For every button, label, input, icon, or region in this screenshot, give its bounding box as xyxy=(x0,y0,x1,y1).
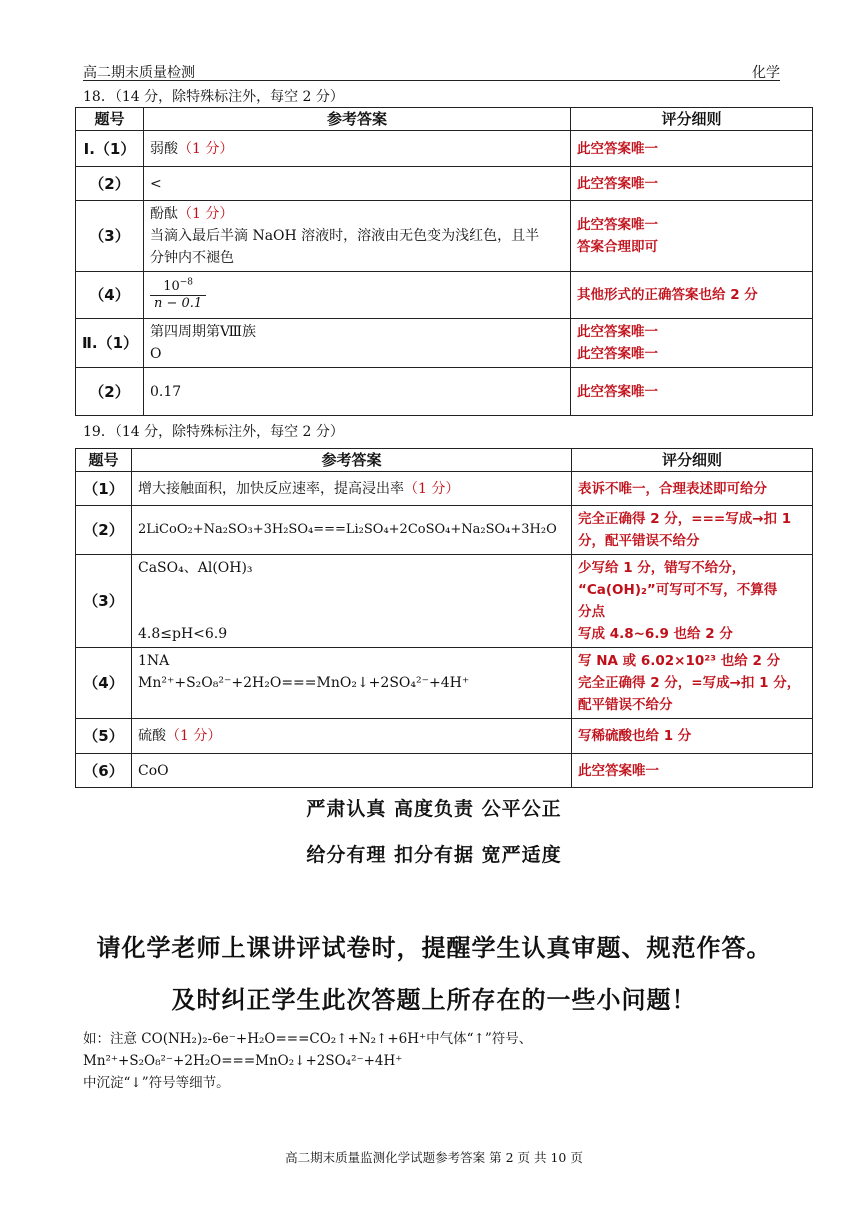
table-row xyxy=(76,131,813,167)
question-number: （2） xyxy=(76,506,132,555)
answer-cell: 增大接触面积，加快反应速率，提高浸出率（1 分） xyxy=(132,472,572,506)
answer-line: 当滴入最后半滴 NaOH 溶液时，溶液由无色变为浅红色，且半 xyxy=(150,228,540,244)
table-row xyxy=(76,555,813,648)
rule-cell: 少写给 1 分，错写不给分， “Ca(OH)₂”可写可不写，不算得 分点 写成 4.8~6.9 也给 2 分 xyxy=(572,555,813,648)
motto-line: 给分有理 扣分有据 宽严适度 xyxy=(306,844,562,866)
rule-cell: 此空答案唯一 xyxy=(571,368,813,416)
question-number: Ⅱ.（1） xyxy=(76,319,144,368)
reminder-heading: 请化学老师上课讲评试卷时，提醒学生认真审题、规范作答。 xyxy=(96,934,772,962)
table-row xyxy=(76,472,813,506)
header-subject: 化学 xyxy=(752,65,780,81)
answer-cell: < xyxy=(144,167,571,201)
answer-line: 分钟内不褪色 xyxy=(150,250,234,266)
col-header-answer: 参考答案 xyxy=(144,108,571,131)
points-note: （1 分） xyxy=(178,140,234,157)
points-note: （1 分） xyxy=(404,480,460,497)
question-number: （2） xyxy=(76,368,144,416)
fraction-answer: $\frac{10^{-8}}{n - 0.1}$ xyxy=(150,279,206,312)
rule-cell: 此空答案唯一 答案合理即可 xyxy=(571,201,813,272)
answer-cell xyxy=(144,201,571,272)
motto-line: 严肃认真 高度负责 公平公正 xyxy=(306,798,562,820)
col-header-rules: 评分细则 xyxy=(572,449,813,472)
question-number: （5） xyxy=(76,719,132,754)
table-row xyxy=(76,319,813,368)
answer-cell: 0.17 xyxy=(144,368,571,416)
page-footer: 高二期末质量监测化学试题参考答案 第 2 页 共 10 页 xyxy=(285,1150,583,1165)
table-row xyxy=(76,201,813,272)
rule-cell: 此空答案唯一 此空答案唯一 xyxy=(571,319,813,368)
answer-cell xyxy=(144,131,571,167)
table-row xyxy=(76,506,813,555)
answer-cell: 第四周期第Ⅷ族 O xyxy=(144,319,571,368)
rule-cell: 此空答案唯一 xyxy=(571,167,813,201)
answer-cell: 2LiCoO₂+Na₂SO₃+3H₂SO₄===Li₂SO₄+2CoSO₄+Na₂SO₄+3H₂O xyxy=(132,506,572,555)
table-row xyxy=(76,272,813,319)
col-header-number: 题号 xyxy=(76,108,144,131)
question-19-title: 19．（14 分，除特殊标注外，每空 2 分） xyxy=(83,424,344,440)
answer-cell: CaSO₄、Al(OH)₃ 4.8≤pH<6.9 xyxy=(132,555,572,648)
question-number: （3） xyxy=(76,201,144,272)
answer-line: 酚酞（1 分） xyxy=(150,206,234,222)
question-number: （1） xyxy=(76,472,132,506)
question-19-table xyxy=(75,448,813,788)
answer-cell: 硫酸（1 分） xyxy=(132,719,572,754)
header-left: 高二期末质量检测 xyxy=(83,65,195,81)
rule-cell: 写稀硫酸也给 1 分 xyxy=(572,719,813,754)
question-number: （4） xyxy=(76,272,144,319)
note-paragraph: 如：注意 CO(NH₂)₂-6e⁻+H₂O===CO₂↑+N₂↑+6H⁺中气体“↑”符号、Mn²⁺+S₂O₈²⁻+2H₂O===MnO₂↓+2SO₄²⁻+4H⁺ 中沉淀“↓”符号等细节。 xyxy=(83,1031,533,1091)
col-header-rules: 评分细则 xyxy=(571,108,813,131)
rule-cell: 表诉不唯一，合理表述即可给分 xyxy=(572,472,813,506)
answer-cell xyxy=(144,272,571,319)
table-header-row xyxy=(76,108,813,131)
question-number: （2） xyxy=(76,167,144,201)
reminder-heading: 及时纠正学生此次答题上所存在的一些小问题！ xyxy=(171,986,697,1014)
rule-cell: 此空答案唯一 xyxy=(571,131,813,167)
rule-cell: 完全正确得 2 分，===写成→扣 1 分，配平错误不给分 xyxy=(572,506,813,555)
answer-text: 弱酸 xyxy=(150,140,178,157)
question-18-table xyxy=(75,107,813,416)
col-header-number: 题号 xyxy=(76,449,132,472)
question-number: Ⅰ.（1） xyxy=(76,131,144,167)
question-number: （6） xyxy=(76,754,132,788)
table-header-row xyxy=(76,449,813,472)
col-header-answer: 参考答案 xyxy=(132,449,572,472)
answer-cell: 1NA Mn²⁺+S₂O₈²⁻+2H₂O===MnO₂↓+2SO₄²⁻+4H⁺ xyxy=(132,648,572,719)
question-number: （4） xyxy=(76,648,132,719)
question-18-title: 18．（14 分，除特殊标注外，每空 2 分） xyxy=(83,89,344,105)
rule-cell: 其他形式的正确答案也给 2 分 xyxy=(571,272,813,319)
rule-cell: 写 NA 或 6.02×10²³ 也给 2 分 完全正确得 2 分，=写成→扣 1 分， 配平错误不给分 xyxy=(572,648,813,719)
table-row xyxy=(76,719,813,754)
table-row xyxy=(76,167,813,201)
rule-cell: 此空答案唯一 xyxy=(572,754,813,788)
page-header xyxy=(83,62,780,81)
answer-cell: CoO xyxy=(132,754,572,788)
question-number: （3） xyxy=(76,555,132,648)
table-row xyxy=(76,648,813,719)
points-note: （1 分） xyxy=(166,728,222,744)
table-row xyxy=(76,754,813,788)
points-note: （1 分） xyxy=(178,206,234,222)
table-row xyxy=(76,368,813,416)
